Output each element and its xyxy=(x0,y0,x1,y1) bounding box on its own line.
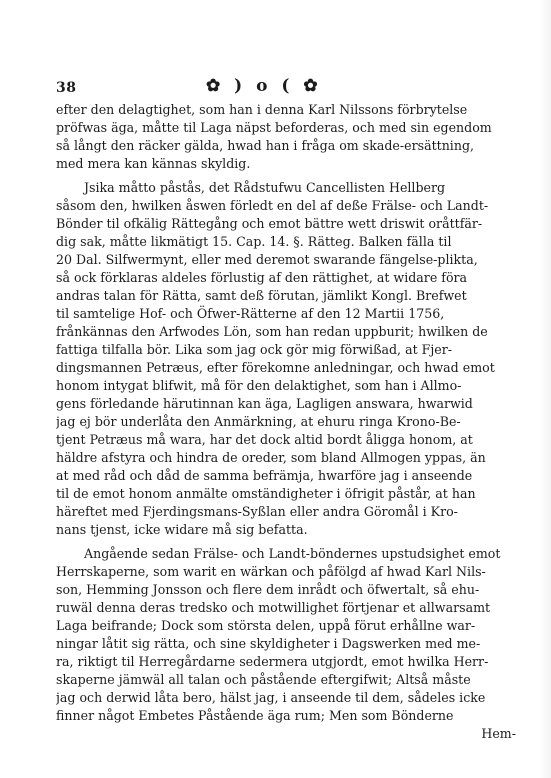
text-line: tjent Petræus må wara, har det dock altid bordt åligga honom, at xyxy=(56,432,473,447)
text-line: son, Hemming Jonsson och flere dem inrådt och öfwertalt, så ehu- xyxy=(56,582,480,597)
text-line: andras talan för Rätta, samt deß förutan, jämlikt Kongl. Brefwet xyxy=(56,288,467,303)
text-line: jag och derwid låta bero, hälst jag, i anseende til dem, sådeles icke xyxy=(56,690,486,705)
text-line: nans tjenst, icke widare må sig befatta. xyxy=(56,522,308,537)
text-line: til de emot honom anmälte omständigheter i öfrigit påstår, at han xyxy=(56,486,476,501)
text-line: Laga beifrande; Dock som största delen, uppå förut erhållne war- xyxy=(56,618,476,633)
text-line: ruwäl denna deras tredsko och motwillighet förtjenar et allwarsamt xyxy=(56,600,491,615)
text-line: fattiga tilfalla bör. Lika som jag ock gör mig förwißad, at Fjer- xyxy=(56,342,453,357)
body-text xyxy=(56,101,516,743)
text-line: såsom den, hwilken åswen förledt en del af deße Frälse- och Landt- xyxy=(56,198,489,213)
text-line: finner något Embetes Påstående äga rum; Men som Bönderne xyxy=(56,708,454,723)
text-line: gens förledande härutinnan kan äga, Lagligen answara, hwarwid xyxy=(56,396,473,411)
text-line: pröfwas äga, måtte til Laga näpst beforderas, och med sin egendom xyxy=(56,120,492,135)
page-edge xyxy=(539,0,551,778)
text-line: 20 Dal. Silfwermynt, eller med deremot swarande fängelse-plikta, xyxy=(56,252,478,267)
text-line: at med råd och dåd de samma befrämja, hwarföre jag i anseende xyxy=(56,468,473,483)
page-header xyxy=(56,76,516,102)
page-number: 38 xyxy=(56,80,77,96)
text-line: så ock förklaras aldeles förlustig af den rättighet, at widare föra xyxy=(56,270,468,285)
text-line: Herrskaperne, som warit en wärkan och påfölgd af hwad Karl Nils- xyxy=(56,564,486,579)
text-line: så långt den räcker gälda, hwad han i fråga om skade-ersättning, xyxy=(56,138,475,153)
text-line: ningar låtit sig rätta, och sine skyldigheter i Dagswerken med me- xyxy=(56,636,481,651)
text-line: med mera kan kännas skyldig. xyxy=(56,156,251,171)
ornament-divider: ✿ ) o ( ✿ xyxy=(206,76,322,96)
text-line: honom intygat blifwit, må för den delaktighet, som han i Allmo- xyxy=(56,378,462,393)
catchword: Hem- xyxy=(481,726,516,741)
text-line: jag ej bör underlåta den Anmärkning, at ehuru ringa Krono-Be- xyxy=(56,414,461,429)
text-line: häldre afstyra och hindra de oreder, som bland Allmogen yppas, än xyxy=(56,450,486,465)
text-line: Jsika måtto påstås, det Rådstufwu Cancellisten Hellberg xyxy=(84,180,446,195)
text-line: dingsmannen Petræus, efter förekomne anledningar, och hwad emot xyxy=(56,360,495,375)
text-line: til samtelige Hof- och Öfwer-Rätterne af den 12 Martii 1756, xyxy=(56,306,445,321)
text-line: Bönder til ofkälig Rättegång och emot bättre wett driswit oråttfär- xyxy=(56,216,483,231)
text-line: efter den delagtighet, som han i denna Karl Nilssons förbrytelse xyxy=(56,102,468,117)
text-line: skaperne jämwäl all talan och påstående eftergifwit; Altså måste xyxy=(56,672,471,687)
text-line: dig sak, måtte likmätigt 15. Cap. 14. §. Rätteg. Balken fälla til xyxy=(56,234,452,249)
text-line: frånkännas den Arfwodes Lön, som han redan uppburit; hwilken de xyxy=(56,324,488,339)
text-line: ra, riktigt til Herregårdarne sedermera utgjordt, emot hwilka Herr- xyxy=(56,654,489,669)
text-line: Angående sedan Frälse- och Landt-böndernes upstudsighet emot xyxy=(84,546,501,561)
text-line: häreftet med Fjerdingsmans-Syßlan eller andra Göromål i Kro- xyxy=(56,504,458,519)
